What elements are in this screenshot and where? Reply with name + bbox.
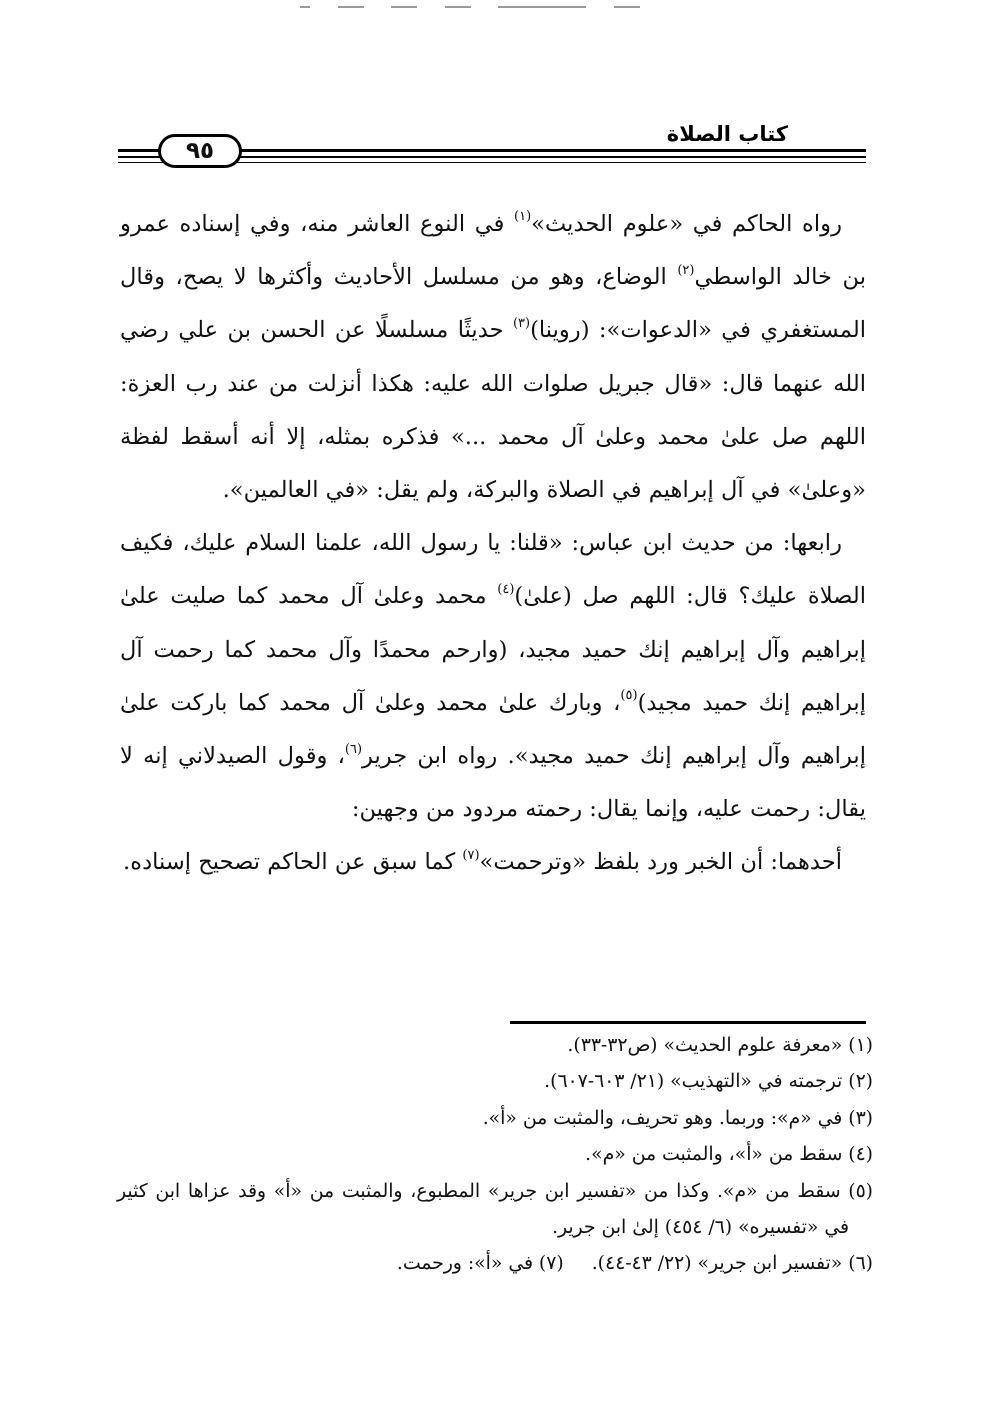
- chapter-title: كتاب الصلاة: [666, 122, 788, 146]
- text-run: رواه الحاكم في «علوم الحديث»: [531, 211, 842, 237]
- text-run: ، وبارك علىٰ محمد وعلىٰ آل محمد كما باركت علىٰ إبراهيم وآل إبراهيم إنك حميد مجيد». رواه ابن جرير: [120, 689, 866, 770]
- top-scan-marks: [300, 4, 640, 10]
- footnote-7: (٧) في «أ»: ورحمت.: [396, 1253, 564, 1275]
- footnote-ref: (٦): [344, 741, 363, 757]
- footnote-separator: [510, 1021, 866, 1024]
- footnote-2: (٢) ترجمته في «التهذيب» (٢١/ ٦٠٣-٦٠٧).: [544, 1071, 873, 1093]
- main-text: [120, 198, 866, 890]
- text-run: ، وقول الصيدلاني إنه لا يقال: رحمت عليه، وإنما يقال: رحمته مردود من وجهين:: [120, 743, 866, 823]
- text-run: كما سبق عن الحاكم تصحيح إسناده.: [123, 849, 463, 876]
- text-run: أحدهما: أن الخبر ورد بلفظ «وترحمت»: [479, 849, 842, 876]
- footnote-ref: (٧): [462, 847, 480, 863]
- running-header: [118, 118, 866, 178]
- footnote-6: (٦) «تفسير ابن جرير» (٢٢/ ٤٣-٤٤).: [591, 1253, 873, 1275]
- text-run: الوضاع، وهو من مسلسل الأحاديث وأكثرها لا يصح، وقال المستغفري في «الدعوات»: (روينا): [120, 264, 867, 344]
- footnote-ref: (٤): [497, 581, 515, 597]
- text-run: في النوع العاشر منه، وفي إسناده عمرو بن خالد الواسطي: [120, 211, 866, 291]
- footnote-ref: (٥): [620, 688, 638, 704]
- text-run: محمد وعلىٰ آل محمد كما صليت علىٰ إبراهيم وآل إبراهيم إنك حميد مجيد، (وارحم محمدًا وآل محمد كما رحمت آل إبراهيم إنك حميد مجيد): [120, 583, 866, 716]
- footnote-ref: (٣): [512, 315, 531, 331]
- footnote-3: (٣) في «م»: وربما. وهو تحريف، والمثبت من «أ».: [482, 1107, 873, 1129]
- text-run: رابعها: من حديث ابن عباس: «قلنا: يا رسول الله، علمنا السلام عليك، فكيف الصلاة عليك؟ قال: اللهم صل (علىٰ): [120, 530, 866, 610]
- footnotes: [117, 1028, 873, 1283]
- text-run: حديثًا مسلسلًا عن الحسن بن علي رضي الله عنهما قال: «قال جبريل صلوات الله عليه: هكذا أنزلت من عند رب العزة: اللهم صل علىٰ محمد وعلىٰ آل محمد ...» فذكره بمثله، إلا أنه أسقط لفظة «وعلىٰ» في آل إبراهيم في الصلاة والبركة، ولم يقل: «في العالمين».: [120, 317, 866, 504]
- paragraph-2: [120, 517, 866, 836]
- footnote-6-7: [117, 1246, 873, 1282]
- paragraph-1: [120, 198, 866, 517]
- footnote-4: (٤) سقط من «أ»، والمثبت من «م».: [585, 1144, 873, 1166]
- page-number: ٩٥: [158, 134, 242, 168]
- footnote-5: (٥) سقط من «م». وكذا من «تفسير ابن جرير» المطبوع، والمثبت من «أ» وقد عزاها ابن كثير في «تفسيره» (٦/ ٤٥٤) إلىٰ ابن جرير.: [117, 1180, 873, 1239]
- footnote-ref: (١): [514, 209, 532, 225]
- footnote-ref: (٢): [677, 262, 695, 278]
- footnote-1: (١) «معرفة علوم الحديث» (ص٣٢-٣٣).: [567, 1035, 873, 1056]
- paragraph-3: [120, 836, 866, 889]
